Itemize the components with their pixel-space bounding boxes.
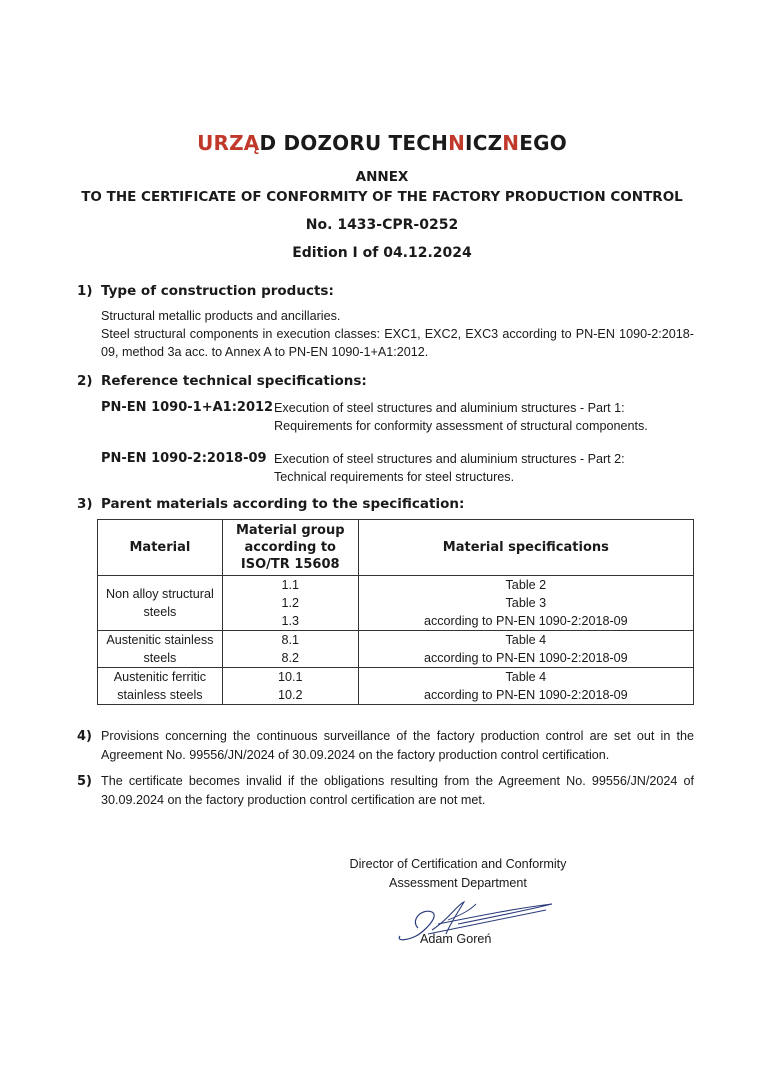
section-4-provision xyxy=(77,727,694,765)
header-material: Material xyxy=(98,520,223,576)
section-number: 2) xyxy=(77,373,93,389)
role-line: Assessment Department xyxy=(389,876,527,890)
cell-line: Table 2 xyxy=(505,578,547,592)
table-header-row xyxy=(98,520,694,576)
spec-description xyxy=(274,450,625,486)
spec-desc-line: Execution of steel structures and aluminium structures - Part 1: xyxy=(274,401,625,415)
spec-code: PN-EN 1090-1+A1:2012 xyxy=(101,400,274,415)
spec-desc-line: Execution of steel structures and aluminium structures - Part 2: xyxy=(274,452,625,466)
specs-cell xyxy=(358,668,693,705)
cell-line: Austenitic stainless xyxy=(106,633,214,647)
edition-line: Edition I of 04.12.2024 xyxy=(292,245,472,261)
cell-line: Table 4 xyxy=(505,633,547,647)
section-title: Type of construction products: xyxy=(101,283,334,299)
header-material-specifications: Material specifications xyxy=(358,520,693,576)
section-number: 3) xyxy=(77,496,93,512)
spec-desc-line: Requirements for conformity assessment of structural components. xyxy=(274,419,648,433)
cell-line: Table 3 xyxy=(505,596,547,610)
section-title: Parent materials according to the specification: xyxy=(101,496,465,512)
section-number: 5) xyxy=(77,774,92,789)
product-line: Structural metallic products and ancillaries. xyxy=(101,309,341,323)
annex-heading: ANNEX xyxy=(355,169,409,185)
spec-code: PN-EN 1090-2:2018-09 xyxy=(101,451,267,466)
org-title-part: EGO xyxy=(519,131,567,155)
section-1-heading xyxy=(77,283,334,299)
certificate-subtitle: TO THE CERTIFICATE OF CONFORMITY OF THE FACTORY PRODUCTION CONTROL xyxy=(81,189,683,205)
org-title-part: ICZ xyxy=(465,131,503,155)
section-3-heading xyxy=(77,496,464,512)
header-line: Material group xyxy=(235,523,345,538)
material-cell xyxy=(98,668,223,705)
cell-line: stainless steels xyxy=(117,688,203,702)
provision-text: Provisions concerning the continuous surveillance of the factory production control are set out in the Agreement No. 99556/JN/2024 of 30.09.2024 on the factory production control certification. xyxy=(101,729,694,762)
header-line: ISO/TR 15608 xyxy=(240,557,340,572)
org-title-part: D DOZORU TECH xyxy=(259,131,449,155)
signatory-role xyxy=(300,855,616,893)
specs-cell xyxy=(358,631,693,668)
cell-line: 10.2 xyxy=(277,688,303,702)
header-line: according to xyxy=(244,540,336,555)
signatory-name: Adam Goreń xyxy=(420,932,492,946)
group-cell xyxy=(222,576,358,631)
specs-cell xyxy=(358,576,693,631)
cell-line: 10.1 xyxy=(277,670,303,684)
group-cell xyxy=(222,668,358,705)
material-cell xyxy=(98,576,223,631)
cell-line: 8.2 xyxy=(281,651,299,665)
cell-line: steels xyxy=(143,651,177,665)
section-2-heading xyxy=(77,373,367,389)
cell-line: 8.1 xyxy=(281,633,299,647)
org-title-red-part: N xyxy=(502,131,520,155)
org-title-red-part: URZĄ xyxy=(197,131,260,155)
cell-line: according to PN-EN 1090-2:2018-09 xyxy=(423,688,628,702)
cell-line: Table 4 xyxy=(505,670,547,684)
provision-text: The certificate becomes invalid if the obligations resulting from the Agreement No. 99556/JN/2024 of 30.09.2024 on the factory production control certification are not met. xyxy=(101,774,694,807)
cell-line: Austenitic ferritic xyxy=(113,670,207,684)
table-row xyxy=(98,668,694,705)
group-cell xyxy=(222,631,358,668)
header-material-group xyxy=(222,520,358,576)
section-5-provision xyxy=(77,772,694,810)
cell-line: according to PN-EN 1090-2:2018-09 xyxy=(423,614,628,628)
cell-line: 1.2 xyxy=(281,596,299,610)
section-1-body xyxy=(101,307,694,361)
cell-line: Non alloy structural xyxy=(106,587,214,601)
product-line: Steel structural components in execution classes: EXC1, EXC2, EXC3 according to PN-EN 1090-2:2018-09, method 3a acc. to Annex A to PN-EN 1090-1+A1:2012. xyxy=(101,327,694,359)
spec-description xyxy=(274,399,648,435)
role-line: Director of Certification and Conformity xyxy=(349,857,567,871)
cell-line: 1.1 xyxy=(281,578,299,592)
section-number: 1) xyxy=(77,283,93,299)
cell-line: steels xyxy=(143,605,177,619)
org-title-red-part: N xyxy=(448,131,466,155)
table-row xyxy=(98,576,694,631)
spec-desc-line: Technical requirements for steel structures. xyxy=(274,470,515,484)
organization-title xyxy=(0,131,764,155)
section-title: Reference technical specifications: xyxy=(101,373,367,389)
materials-table xyxy=(97,519,694,705)
certificate-number: No. 1433-CPR-0252 xyxy=(305,217,459,233)
table-row xyxy=(98,631,694,668)
cell-line: 1.3 xyxy=(281,614,299,628)
material-cell xyxy=(98,631,223,668)
section-number: 4) xyxy=(77,729,92,744)
cell-line: according to PN-EN 1090-2:2018-09 xyxy=(423,651,628,665)
